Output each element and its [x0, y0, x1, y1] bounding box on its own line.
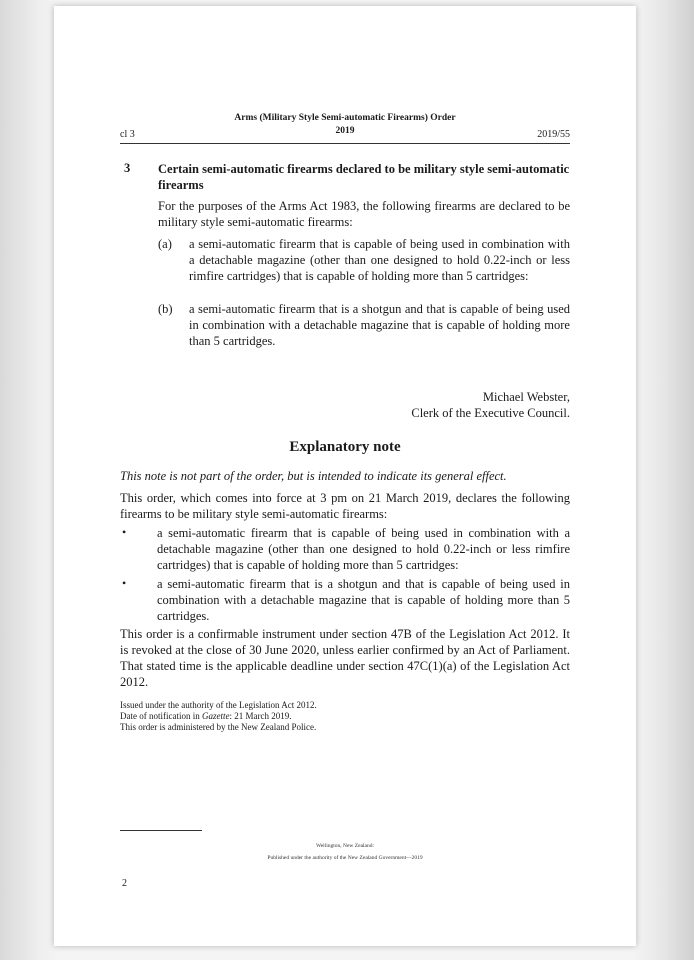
issued-note: Issued under the authority of the Legislation Act 2012.: [120, 700, 317, 710]
footer-rule: [120, 830, 202, 831]
signatory-name: Michael Webster,: [482, 390, 570, 404]
bullet-symbol-1: •: [122, 525, 127, 539]
explanatory-closing: This order is a confirmable instrument under section 47B of the Legislation Act 2012. It is revoked at the close of 30 June 2020, unless earlier confirmed by an Act of Parliament. That stated time is the applicable deadline under section 47C(1)(a) of the Legislation Act 2012.: [120, 627, 570, 689]
administered-note: This order is administered by the New Zealand Police.: [120, 722, 317, 732]
item-text-b: a semi-automatic firearm that is a shotgun and that is capable of being used in combination with a detachable magazine that is capable of holding more than 5 cartridges.: [189, 302, 570, 348]
header-series-number: 2019/55: [537, 129, 570, 140]
bullet-symbol-2: •: [122, 576, 127, 590]
bullet-text-2: a semi-automatic firearm that is a shotgun and that is capable of being used in combination with a detachable magazine that is capable of holding more than 5 cartridges.: [157, 577, 570, 623]
signatory-role: Clerk of the Executive Council.: [411, 406, 570, 420]
item-label-a: (a): [158, 237, 172, 251]
footer-published: Published under the authority of the New Zealand Government—2019: [267, 855, 423, 861]
bullet-text-1: a semi-automatic firearm that is capable of being used in combination with a detachable magazine (other than one designed to hold 0.22-inch or less rimfire cartridges) that is capable of holding more than 5 cartridges:: [157, 526, 570, 572]
notification-note: [120, 711, 291, 722]
explanatory-disclaimer: This note is not part of the order, but is intended to indicate its general effect.: [120, 469, 507, 483]
item-text-a: a semi-automatic firearm that is capable of being used in combination with a detachable magazine (other than one designed to hold 0.22-inch or less rimfire cartridges) that is capable of holding more than 5 cartridges:: [189, 237, 570, 283]
explanatory-intro: This order, which comes into force at 3 pm on 21 March 2019, declares the following firearms to be military style semi-automatic firearms:: [120, 491, 570, 521]
footer-place: Wellington, New Zealand:: [315, 843, 375, 849]
header-title-line1: Arms (Military Style Semi-automatic Firearms) Order: [234, 113, 456, 123]
page-number: 2: [122, 878, 127, 889]
document-page: [54, 6, 636, 946]
header-title-line2: 2019: [335, 126, 355, 136]
section-title: Certain semi-automatic firearms declared to be military style semi-automatic firearms: [158, 162, 570, 192]
section-number: 3: [124, 161, 131, 175]
header-clause-ref: cl 3: [120, 129, 135, 140]
item-label-b: (b): [158, 302, 173, 316]
notification-prefix: Date of notification in: [120, 711, 202, 721]
gazette-word: Gazette: [201, 711, 230, 721]
explanatory-note-heading: Explanatory note: [289, 439, 401, 455]
notification-suffix: : 21 March 2019.: [229, 711, 292, 721]
section-intro: For the purposes of the Arms Act 1983, the following firearms are declared to be military style semi-automatic firearms:: [158, 199, 570, 229]
header-rule: [120, 143, 570, 144]
